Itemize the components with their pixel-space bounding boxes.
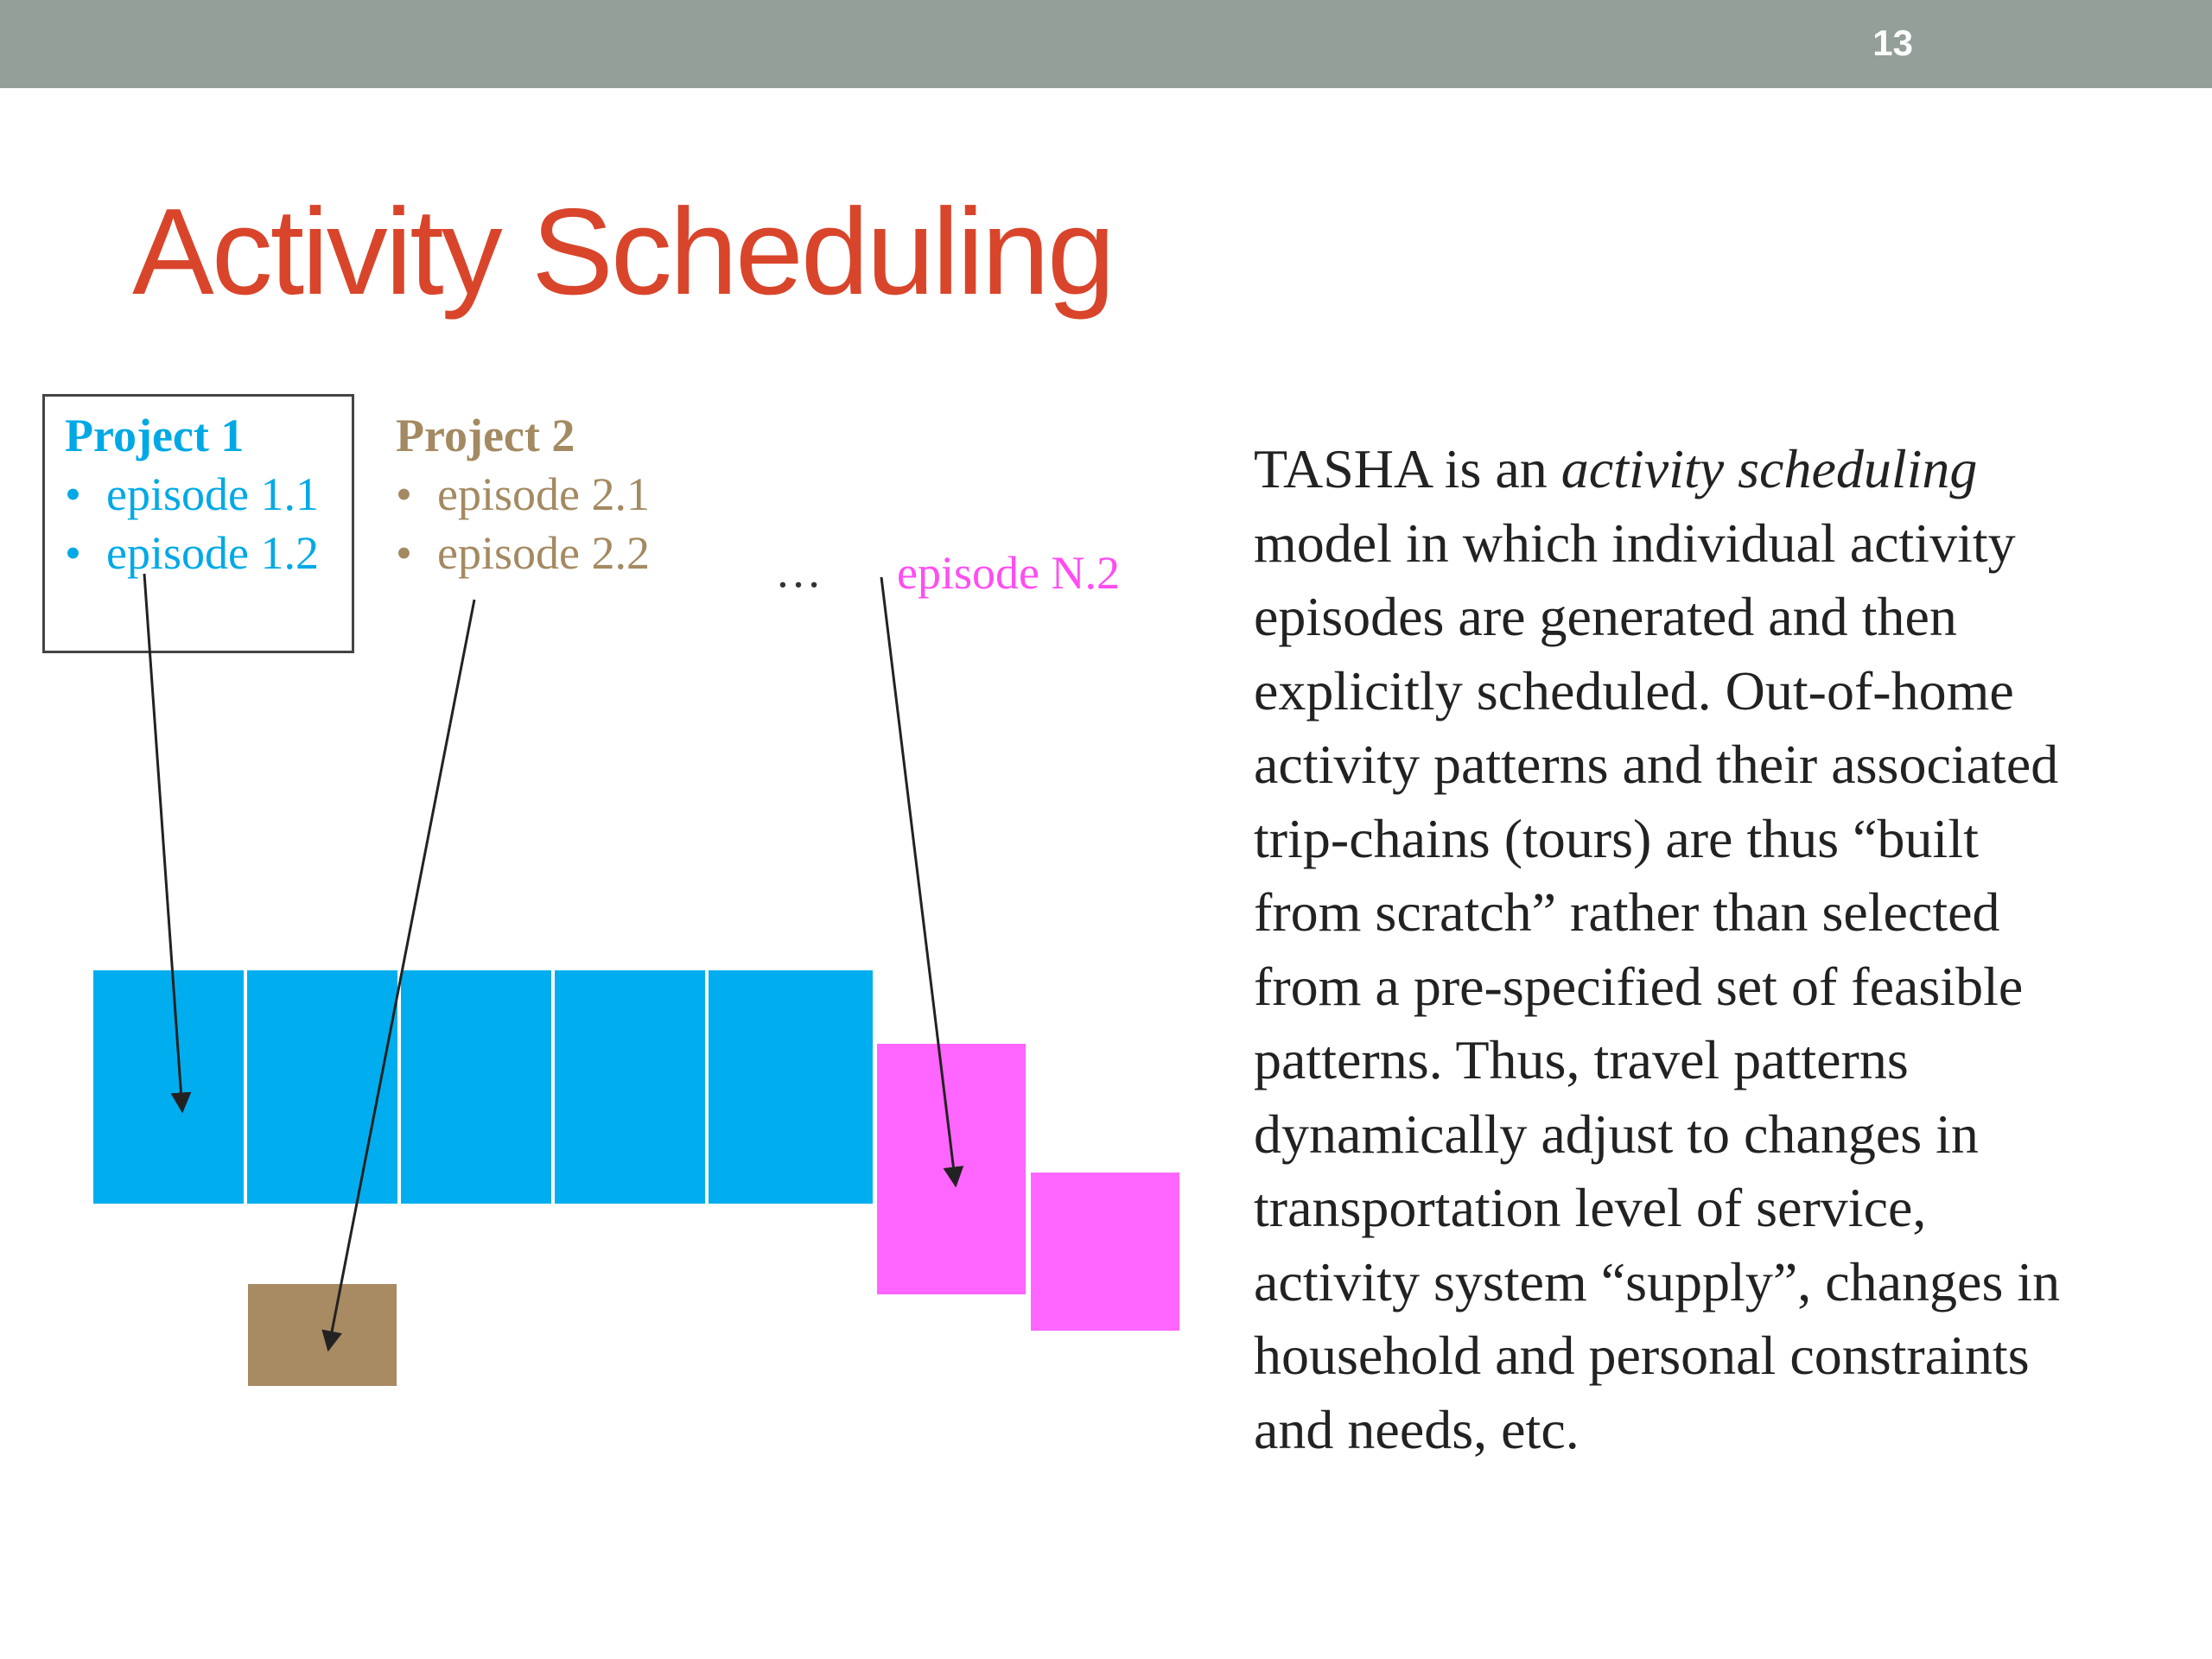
description-paragraph [1254, 432, 2196, 1466]
episode-1-2-label: episode 1.2 [106, 527, 319, 579]
more-projects-ellipsis: … [775, 545, 822, 597]
description-line-4: explicitly scheduled. Out-of-home [1254, 659, 2014, 721]
emphasis-activity-scheduling: activity scheduling [1560, 438, 1978, 499]
description-line-3: episodes are generated and then [1254, 586, 1957, 647]
episode-2-2-label: episode 2.2 [437, 527, 650, 579]
arrow-episode-n-2 [881, 577, 956, 1185]
episode-1-1-item: • episode 1.1 [65, 468, 319, 520]
description-line-2: model in which individual activity [1254, 512, 2016, 574]
description-line-10: dynamically adjust to changes in [1254, 1103, 1979, 1165]
description-line-8: from a pre-specified set of feasible [1254, 955, 2024, 1017]
arrow-episode-1-2 [144, 574, 182, 1111]
description-line-9: patterns. Thus, travel patterns [1254, 1029, 1909, 1090]
slide-title: Activity Scheduling [132, 183, 1113, 321]
episode-2-2-item: • episode 2.2 [396, 527, 650, 579]
arrow-episode-2-2 [328, 600, 474, 1350]
description-line-6: trip-chains (tours) are thus “built [1254, 807, 1979, 869]
episode-n-2-label: episode N.2 [897, 547, 1120, 599]
episode-1-1-label: episode 1.1 [106, 468, 319, 520]
description-line-1: TASHA is an activity scheduling [1254, 438, 1978, 499]
description-line-7: from scratch” rather than selected [1254, 881, 2000, 943]
episode-2-1-label: episode 2.1 [437, 468, 650, 520]
project-1-title: Project 1 [65, 410, 245, 461]
project-2-title: Project 2 [396, 410, 575, 461]
episode-1-2-item: • episode 1.2 [65, 527, 319, 579]
page-number: 13 [1872, 22, 1913, 63]
episode-2-1-item: • episode 2.1 [396, 468, 650, 520]
description-line-13: household and personal constraints [1254, 1325, 2030, 1386]
description-line-14: and needs, etc. [1254, 1398, 1580, 1460]
description-line-11: transportation level of service, [1254, 1177, 1927, 1238]
description-line-12: activity system “supply”, changes in [1254, 1250, 2061, 1313]
description-line-5: activity patterns and their associated [1254, 734, 2059, 795]
